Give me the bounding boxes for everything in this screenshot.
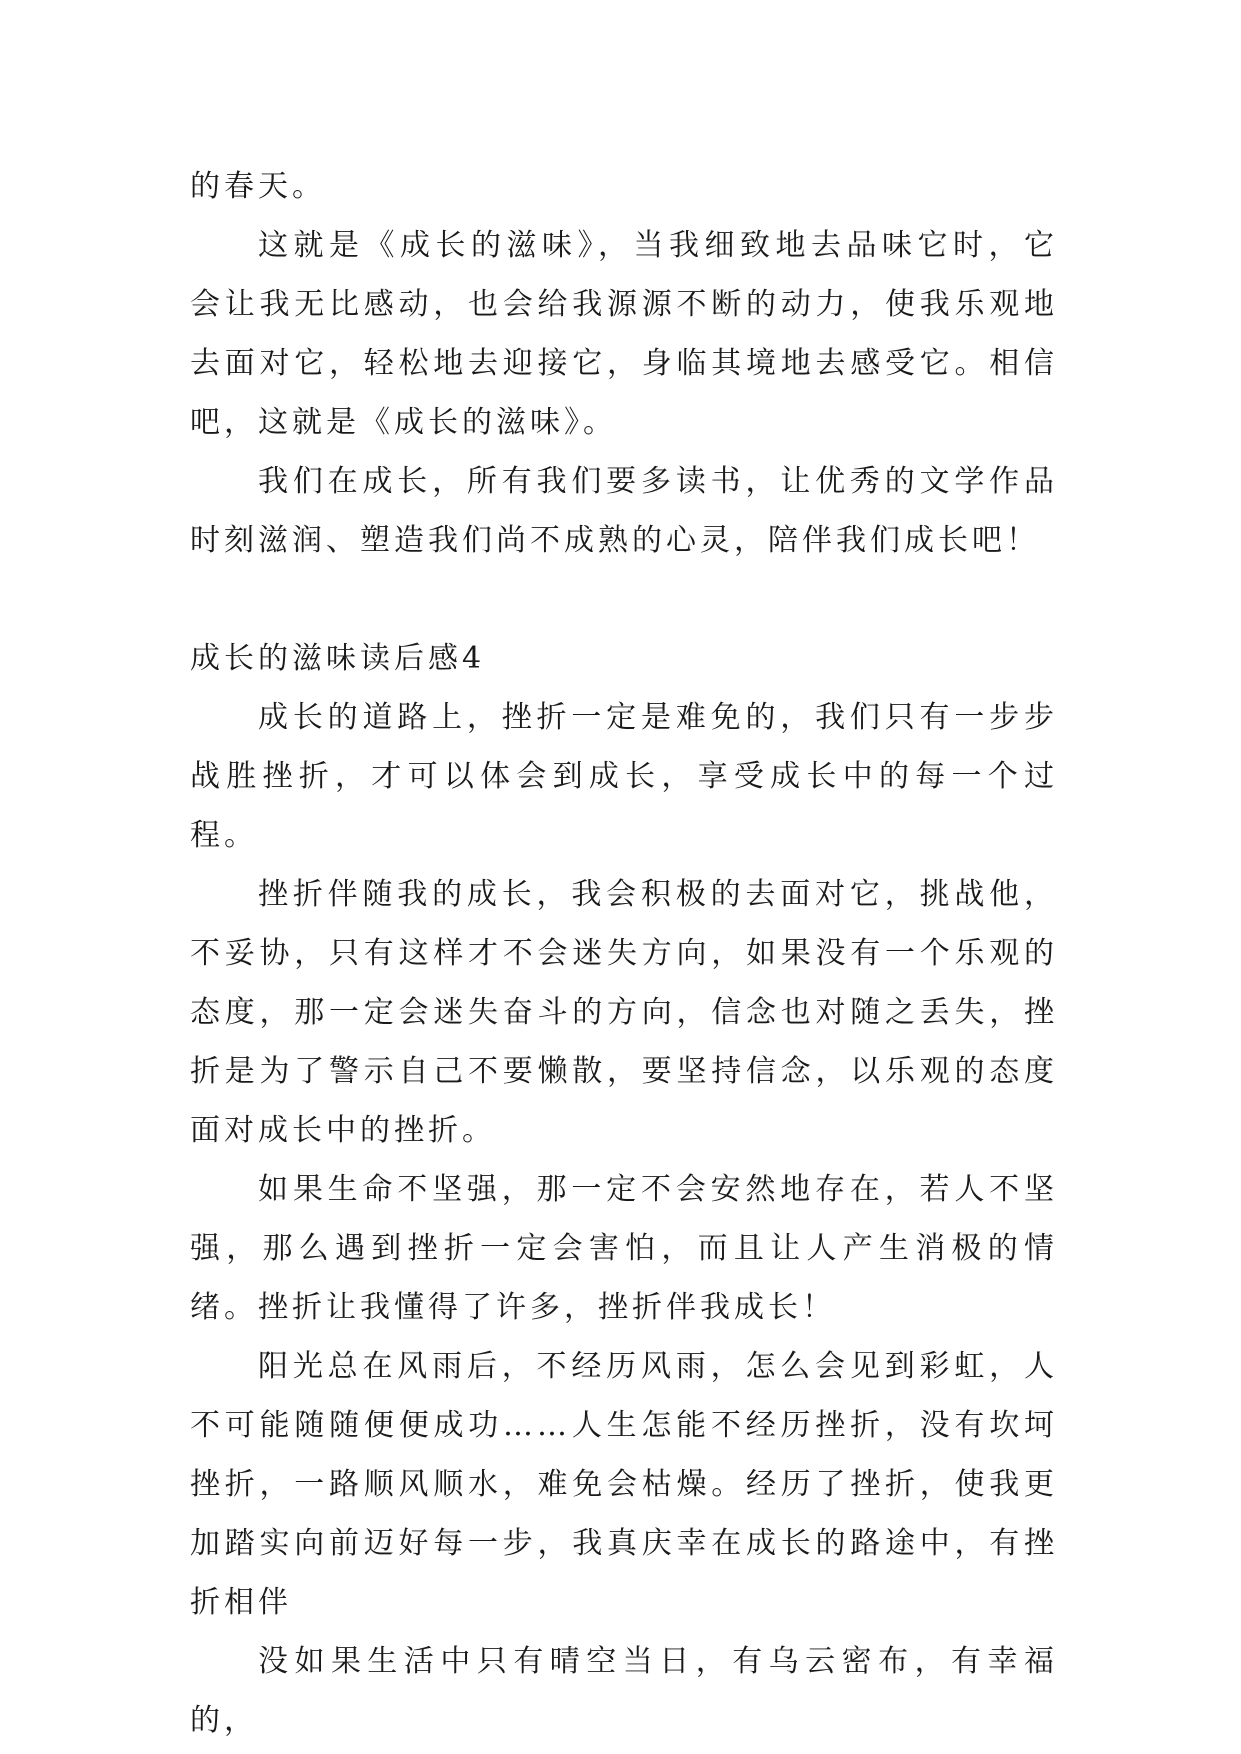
paragraph: 我们在成长，所有我们要多读书，让优秀的文学作品时刻滋润、塑造我们尚不成熟的心灵，陪伴我们成长吧！ [190,464,1058,558]
paragraph: 如果生命不坚强，那一定不会安然地存在，若人不坚强，那么遇到挫折一定会害怕，而且让人产生消极的情绪。挫折让我懂得了许多，挫折伴我成长！ [190,1172,1058,1325]
paragraph: 阳光总在风雨后，不经历风雨，怎么会见到彩虹，人不可能随随便便成功……人生怎能不经历挫折，没有坎坷挫折，一路顺风顺水，难免会枯燥。经历了挫折，使我更加踏实向前迈好每一步，我真庆幸在成长的路途中，有挫折相伴 [190,1349,1058,1620]
paragraph: 没如果生活中只有晴空当日，有乌云密布，有幸福的， [190,1644,1058,1738]
paragraph: 挫折伴随我的成长，我会积极的去面对它，挑战他，不妥协，只有这样才不会迷失方向，如果没有一个乐观的态度，那一定会迷失奋斗的方向，信念也对随之丢失，挫折是为了警示自己不要懒散，要坚持信念，以乐观的态度面对成长中的挫折。 [190,877,1058,1148]
paragraph: 成长的道路上，挫折一定是难免的，我们只有一步步战胜挫折，才可以体会到成长，享受成长中的每一个过程。 [190,700,1058,853]
section-heading: 成长的滋味读后感4 [190,641,486,676]
paragraph: 这就是《成长的滋味》，当我细致地去品味它时，它会让我无比感动，也会给我源源不断的动力，使我乐观地去面对它，轻松地去迎接它，身临其境地去感受它。相信吧，这就是《成长的滋味》。 [190,228,1058,440]
paragraph-continuation: 的春天。 [190,169,326,204]
document-body [190,157,1058,1750]
